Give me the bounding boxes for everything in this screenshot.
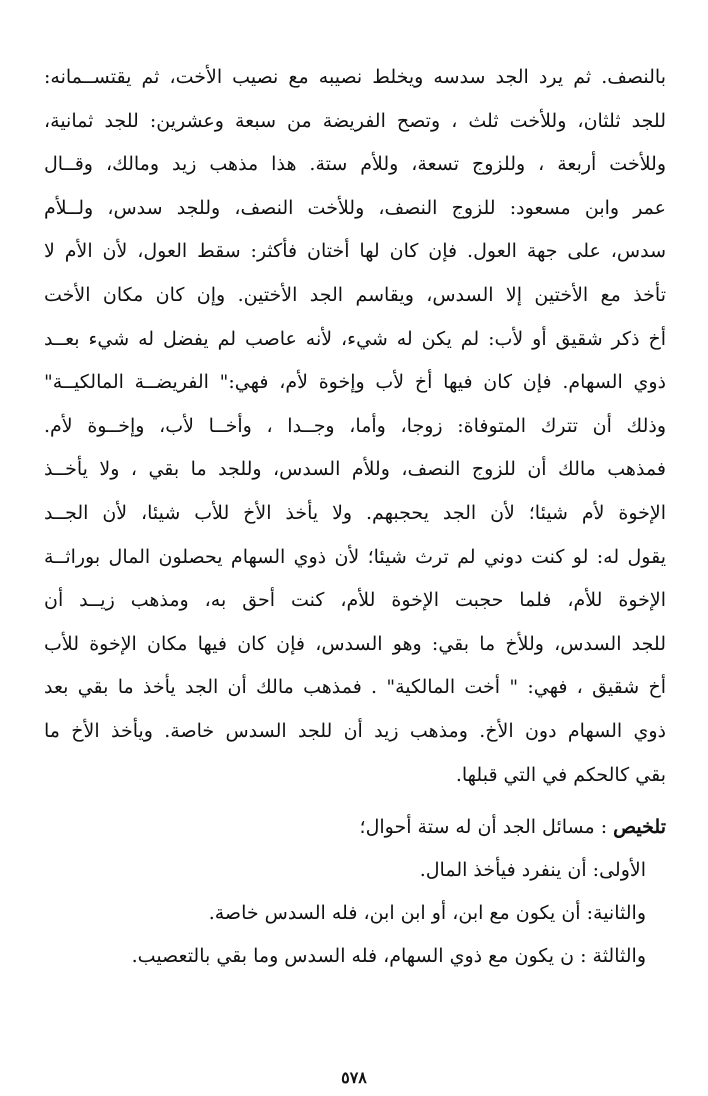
text-line-final: بقي كالحكم في التي قبلها. [455, 763, 666, 786]
summary-heading: تلخيص [613, 816, 666, 838]
main-text [44, 56, 666, 797]
text-line: فمذهب مالك أن للزوج النصف، وللأم السدس، وللجد ما بقي ، ولا يأخــذ [44, 458, 666, 481]
summary-section [44, 806, 666, 978]
text-line: يقول له: لو كنت دوني لم ترث شيئا؛ لأن ذوي السهام يحصلون المال بوراثــة [44, 545, 666, 568]
text-line: وذلك أن تترك المتوفاة: زوجا، وأما، وجــدا ، وأخــا لأب، وإخــوة لأم. [44, 414, 666, 437]
text-line: أخ ذكر شقيق أو لأب: لم يكن له شيء، لأنه عاصب لم يفضل له شيء بعــد [44, 327, 666, 350]
summary-item: الأولى: أن ينفرد فيأخذ المال. [419, 859, 646, 881]
text-line: بالنصف. ثم يرد الجد سدسه ويخلط نصيبه مع نصيب الأخت، ثم يقتســمانه: [44, 66, 666, 88]
text-line: تأخذ مع الأختين إلا السدس، ويقاسم الجد الأختين. وإن كان مكان الأخت [44, 283, 666, 306]
text-line: ذوي السهام. فإن كان فيها أخ لأب وإخوة لأم، فهي:" الفريضــة المالكيــة" [44, 371, 666, 394]
text-line: الإخوة للأم، فلما حجبت الإخوة للأم، كنت أحق به، ومذهب زيــد أن [44, 589, 666, 612]
summary-item: والثالثة : ن يكون مع ذوي السهام، فله السدس وما بقي بالتعصيب. [131, 945, 646, 967]
text-line: عمر وابن مسعود: للزوج النصف، وللأخت النصف، وللجد سدس، ولــلأم [44, 196, 666, 219]
text-line: للجد السدس، وللأخ ما بقي: وهو السدس، فإن كان فيها مكان الإخوة للأب [44, 632, 666, 655]
summary-item: والثانية: أن يكون مع ابن، أو ابن ابن، فله السدس خاصة. [208, 902, 646, 924]
text-line: ذوي السهام دون الأخ. ومذهب زيد أن للجد السدس خاصة. ويأخذ الأخ ما [44, 719, 666, 742]
summary-intro [44, 806, 666, 849]
text-line: سدس، على جهة العول. فإن كان لها أختان فأكثر: سقط العول، لأن الأم لا [44, 240, 666, 263]
text-line: الإخوة لأم شيئا؛ لأن الجد يحجبهم. ولا يأخذ الأخ للأب شيئا، لأن الجــد [44, 501, 666, 524]
text-line: للجد ثلثان، وللأخت ثلث ، وتصح الفريضة من سبعة وعشرين: للجد ثمانية، [44, 109, 666, 132]
summary-intro-text: : مسائل الجد أن له ستة أحوال؛ [359, 816, 614, 838]
page-number: ٥٧٨ [341, 1068, 367, 1087]
text-line: أخ شقيق ، فهي: " أخت المالكية" . فمذهب مالك أن الجد يأخذ ما بقي بعد [44, 676, 666, 699]
text-line: وللأخت أربعة ، وللزوج تسعة، وللأم ستة. هذا مذهب زيد ومالك، وقــال [44, 153, 666, 176]
